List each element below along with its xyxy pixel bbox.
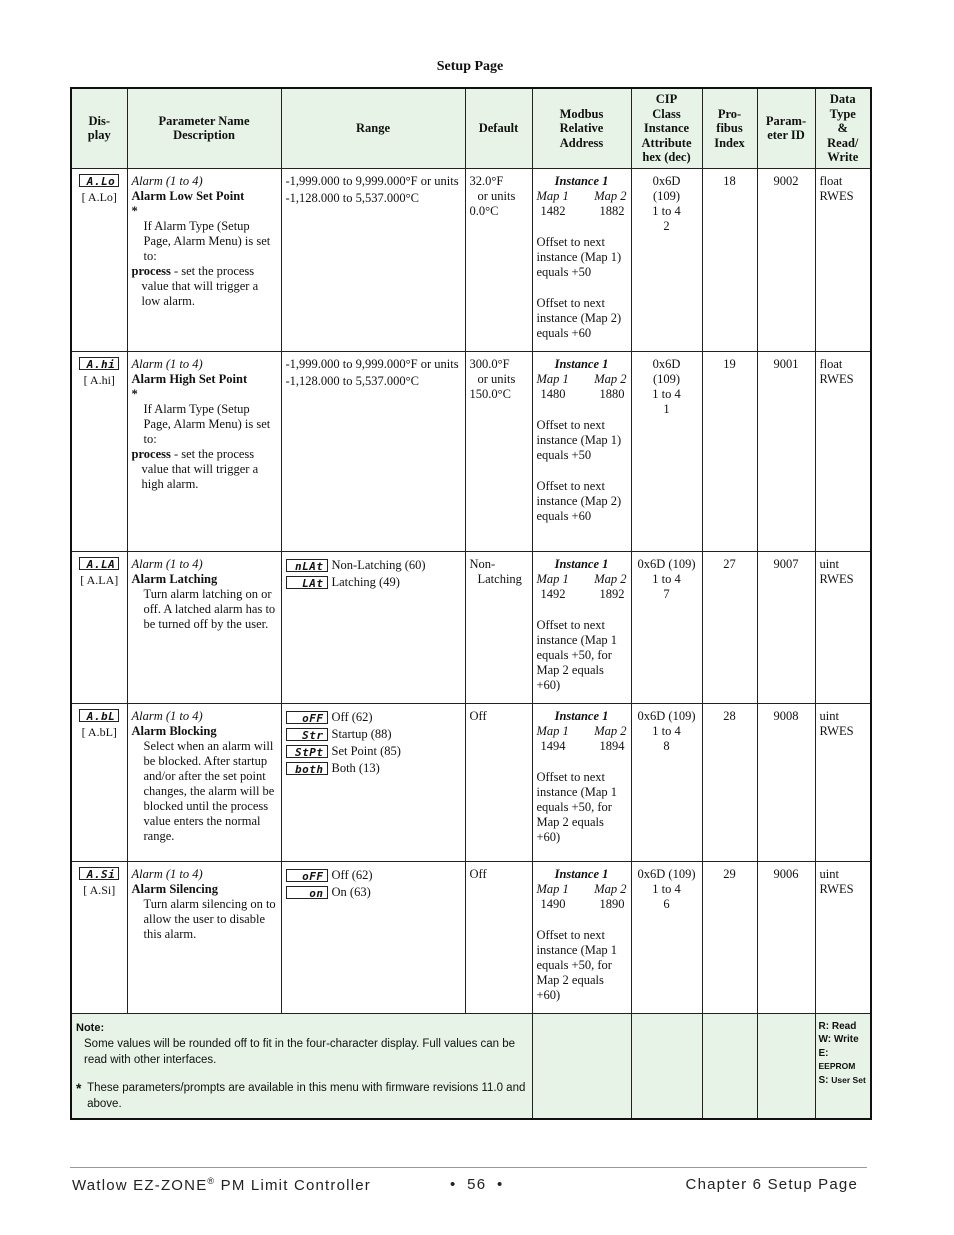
default-cell [465,351,532,551]
col-header-range [281,88,465,168]
modbus-cell [532,551,631,703]
default-value: Non- [469,556,496,571]
col-header-cip [631,88,702,168]
map-values [537,204,625,219]
map1-value: 1480 [540,386,566,401]
header-text: Range [355,121,391,135]
param-name: Alarm Latching [131,571,218,586]
range-option [286,760,461,777]
lcd-prompt: A.LA [79,557,119,570]
lcd-option: oFF [286,711,328,724]
data-type-cell [815,168,871,351]
default-value: or units [477,188,516,203]
firmware-star: * [131,203,138,218]
map2-label: Map 2 [594,881,627,896]
param-desc-intro: If Alarm Type (Setup Page, Alarm Menu) is set to: [143,401,271,446]
lcd-option: oFF [286,869,328,882]
display-label: [ A.LA] [80,572,119,587]
legend-label: EEPROM [818,1061,856,1071]
instance-label: Instance 1 [554,866,609,881]
data-type-cell [815,703,871,861]
param-id-value: 9008 [773,708,799,723]
instance-label: Instance 1 [554,708,609,723]
param-group: Alarm (1 to 4) [131,866,203,881]
col-header-data-type [815,88,871,168]
range-value: -1,128.000 to 5,537.000°C [285,373,419,388]
rw-legend [815,1013,871,1119]
lcd-prompt: A.Lo [79,174,119,187]
desc-text: - set the process value that will trigger a high alarm. [141,446,259,491]
header-row [71,88,871,168]
col-header-default [465,88,532,168]
profibus-value: 29 [723,866,736,881]
desc-text: - set the process value that will trigger a low alarm. [141,263,259,308]
default-value: Off [469,708,487,723]
data-type-value: uint RWES [819,708,854,738]
offset-text: Offset to next instance (Map 1 equals +50, for Map 2 equals +60) [536,769,618,844]
map-values [537,897,625,912]
default-cell [465,861,532,1013]
default-cell [465,551,532,703]
param-id-cell [757,861,815,1013]
display-label: [ A.Lo] [81,189,117,204]
header-text: Param- eter ID [765,113,807,143]
header-text: Modbus Relative Address [559,106,604,150]
profibus-cell [702,703,757,861]
param-name: Alarm Blocking [131,723,217,738]
table-row-alarm-blocking [71,703,871,861]
cip-cell [631,703,702,861]
display-cell [71,351,127,551]
map2-label: Map 2 [594,571,627,586]
option-label: Off (62) [331,867,373,882]
range-cell [281,168,465,351]
option-label: Off (62) [331,709,373,724]
default-value: Latching [477,571,522,586]
table-row-alarm-high-set-point [71,351,871,551]
legend-key: S: [818,1074,829,1086]
page-title: Setup Page [436,59,504,74]
map1-label: Map 1 [536,188,569,203]
setup-parameter-table [70,87,872,1120]
option-label: Set Point (85) [331,743,401,758]
lcd-option: nLAt [286,559,328,572]
option-label: On (63) [331,884,371,899]
lcd-prompt: A.hi [79,357,119,370]
param-id-value: 9006 [773,866,799,881]
data-type-cell [815,351,871,551]
offset-text: Offset to next instance (Map 2) equals +60 [536,478,622,523]
registered-mark: ® [207,1176,216,1186]
header-text: Pro- fibus Index [714,106,745,150]
note-empty-cell [702,1013,757,1119]
profibus-cell [702,351,757,551]
display-cell [71,551,127,703]
note-star: * [76,1079,82,1096]
profibus-cell [702,861,757,1013]
lcd-prompt: A.Si [79,867,119,880]
map2-value: 1892 [599,586,625,601]
param-group: Alarm (1 to 4) [131,708,203,723]
desc-keyword: process [131,263,171,278]
lcd-option: StPt [286,745,328,758]
param-id-cell [757,351,815,551]
range-cell [281,351,465,551]
legend-key: E: [818,1047,829,1059]
legend-label: Read [831,1020,857,1032]
map1-value: 1490 [540,896,566,911]
map-labels [537,372,627,387]
col-header-display [71,88,127,168]
param-name-cell [127,168,281,351]
legend-item [819,1074,868,1088]
data-type-cell [815,861,871,1013]
range-value: -1,128.000 to 5,537.000°C [285,190,419,205]
note-text: Some values will be rounded off to fit in the four-character display. Full values can be read with other interfaces. [84,1037,516,1066]
param-desc: Turn alarm latching on or off. A latched alarm has to be turned off by the user. [143,586,276,631]
range-option [286,709,461,726]
map1-value: 1494 [540,738,566,753]
map-labels [537,189,627,204]
param-id-cell [757,168,815,351]
map-labels [537,572,627,587]
legend-item [819,1020,868,1034]
offset-text: Offset to next instance (Map 1 equals +50, for Map 2 equals +60) [536,617,618,692]
param-name-cell [127,351,281,551]
offset-text: Offset to next instance (Map 2) equals +60 [536,295,622,340]
map-values [537,387,625,402]
default-cell [465,703,532,861]
default-value: or units [477,371,516,386]
page-number: • 56 • [450,1176,504,1193]
range-cell [281,551,465,703]
instance-label: Instance 1 [554,556,609,571]
data-type-value: float RWES [819,173,854,203]
cip-value: 0x6D (109) 1 to 4 6 [637,866,696,911]
data-type-value: uint RWES [819,866,854,896]
map2-value: 1880 [599,386,625,401]
footer-rule [70,1167,867,1168]
data-type-value: float RWES [819,356,854,386]
default-value: 32.0°F [469,173,504,188]
range-option [286,726,461,743]
map2-label: Map 2 [594,188,627,203]
note-star-text: These parameters/prompts are available in this menu with firmware revisions 11.0 and above. [87,1081,526,1110]
map1-label: Map 1 [536,571,569,586]
firmware-star: * [131,386,138,401]
param-id-value: 9001 [773,356,799,371]
param-id-cell [757,703,815,861]
map2-label: Map 2 [594,723,627,738]
range-option [286,574,461,591]
param-id-value: 9002 [773,173,799,188]
instance-label: Instance 1 [554,356,609,371]
note-cell [71,1013,532,1119]
default-value: 0.0°C [469,203,499,218]
param-name-cell [127,861,281,1013]
default-value: 150.0°C [469,386,511,401]
param-desc [132,264,277,309]
lcd-option: LAt [286,576,328,589]
legend-label: User Set [831,1074,866,1085]
col-header-profibus [702,88,757,168]
param-group: Alarm (1 to 4) [131,173,203,188]
default-value: 300.0°F [469,356,510,371]
map2-value: 1882 [599,203,625,218]
desc-keyword: process [131,446,171,461]
option-label: Startup (88) [331,726,392,741]
default-cell [465,168,532,351]
map2-value: 1890 [599,896,625,911]
display-label: [ A.hi] [83,372,115,387]
col-header-param-id [757,88,815,168]
profibus-value: 28 [723,708,736,723]
note-firmware [76,1080,528,1112]
profibus-value: 27 [723,556,736,571]
note-heading: Note: [76,1021,105,1034]
modbus-cell [532,861,631,1013]
data-type-value: uint RWES [819,556,854,586]
range-value: -1,999.000 to 9,999.000°F or units [285,356,459,371]
range-option [286,867,461,884]
display-cell [71,703,127,861]
lcd-option: Str [286,728,328,741]
col-header-param-name [127,88,281,168]
param-id-value: 9007 [773,556,799,571]
cip-cell [631,168,702,351]
range-option [286,743,461,760]
param-desc [132,447,277,492]
display-cell [71,861,127,1013]
offset-text: Offset to next instance (Map 1 equals +50, for Map 2 equals +60) [536,927,618,1002]
modbus-cell [532,703,631,861]
cip-value: 0x6D (109) 1 to 4 1 [652,356,681,416]
param-name-cell [127,703,281,861]
profibus-cell [702,551,757,703]
modbus-cell [532,168,631,351]
profibus-cell [702,168,757,351]
map-labels [537,724,627,739]
param-group: Alarm (1 to 4) [131,356,203,371]
footer-product-name: PM Limit Controller [215,1177,371,1194]
map-labels [537,882,627,897]
profibus-value: 19 [723,356,736,371]
map1-label: Map 1 [536,881,569,896]
table-row-alarm-low-set-point [71,168,871,351]
offset-text: Offset to next instance (Map 1) equals +50 [536,234,622,279]
header-text: Default [478,121,519,135]
note-empty-cell [757,1013,815,1119]
param-id-cell [757,551,815,703]
param-name: Alarm Silencing [131,881,218,896]
instance-label: Instance 1 [554,173,609,188]
legend-label: Write [833,1034,859,1045]
option-label: Both (13) [331,760,380,775]
display-label: [ A.bL] [81,724,117,739]
param-name: Alarm High Set Point [131,371,248,386]
cip-cell [631,551,702,703]
data-type-cell [815,551,871,703]
map2-label: Map 2 [594,371,627,386]
header-text: Data Type & Read/ Write [827,92,859,164]
footer-product [72,1176,371,1194]
legend-item [819,1033,868,1047]
map2-value: 1894 [599,738,625,753]
table-row-alarm-latching [71,551,871,703]
range-value: -1,999.000 to 9,999.000°F or units [285,173,459,188]
param-desc: Select when an alarm will be blocked. After startup and/or after the set point changes, the alarm will be blocked until the process value enters the normal range. [143,738,275,843]
cip-cell [631,861,702,1013]
note-empty-cell [631,1013,702,1119]
default-value: Off [469,866,487,881]
legend-item [819,1047,868,1074]
range-option [286,884,461,901]
range-option [286,557,461,574]
lcd-option: on [286,886,328,899]
lcd-prompt: A.bL [79,709,119,722]
option-label: Non-Latching (60) [331,557,426,572]
cip-cell [631,351,702,551]
header-text: Parameter Name Description [158,113,250,143]
cip-value: 0x6D (109) 1 to 4 7 [637,556,696,601]
param-desc: Turn alarm silencing on to allow the user to disable this alarm. [143,896,276,941]
map1-value: 1482 [540,203,566,218]
table-row-alarm-silencing [71,861,871,1013]
modbus-cell [532,351,631,551]
param-desc-intro: If Alarm Type (Setup Page, Alarm Menu) is set to: [143,218,271,263]
header-text: Dis- play [87,113,111,143]
range-cell [281,703,465,861]
range-cell [281,861,465,1013]
map1-label: Map 1 [536,371,569,386]
offset-text: Offset to next instance (Map 1) equals +50 [536,417,622,462]
param-name-cell [127,551,281,703]
lcd-option: both [286,762,328,775]
profibus-value: 18 [723,173,736,188]
map-values [537,739,625,754]
cip-value: 0x6D (109) 1 to 4 2 [652,173,681,233]
note-empty-cell [532,1013,631,1119]
map1-label: Map 1 [536,723,569,738]
param-group: Alarm (1 to 4) [131,556,203,571]
note-row [71,1013,871,1119]
cip-value: 0x6D (109) 1 to 4 8 [637,708,696,753]
legend-key: W: [818,1034,832,1045]
footer-brand: Watlow EZ-ZONE [72,1177,208,1194]
map1-value: 1492 [540,586,566,601]
display-cell [71,168,127,351]
map-values [537,587,625,602]
param-name: Alarm Low Set Point [131,188,245,203]
footer-chapter: Chapter 6 Setup Page [685,1176,858,1193]
header-text: CIP Class Instance Attribute hex (dec) [641,92,692,164]
col-header-modbus [532,88,631,168]
display-label: [ A.Si] [83,882,116,897]
option-label: Latching (49) [331,574,400,589]
legend-key: R: [818,1020,830,1032]
